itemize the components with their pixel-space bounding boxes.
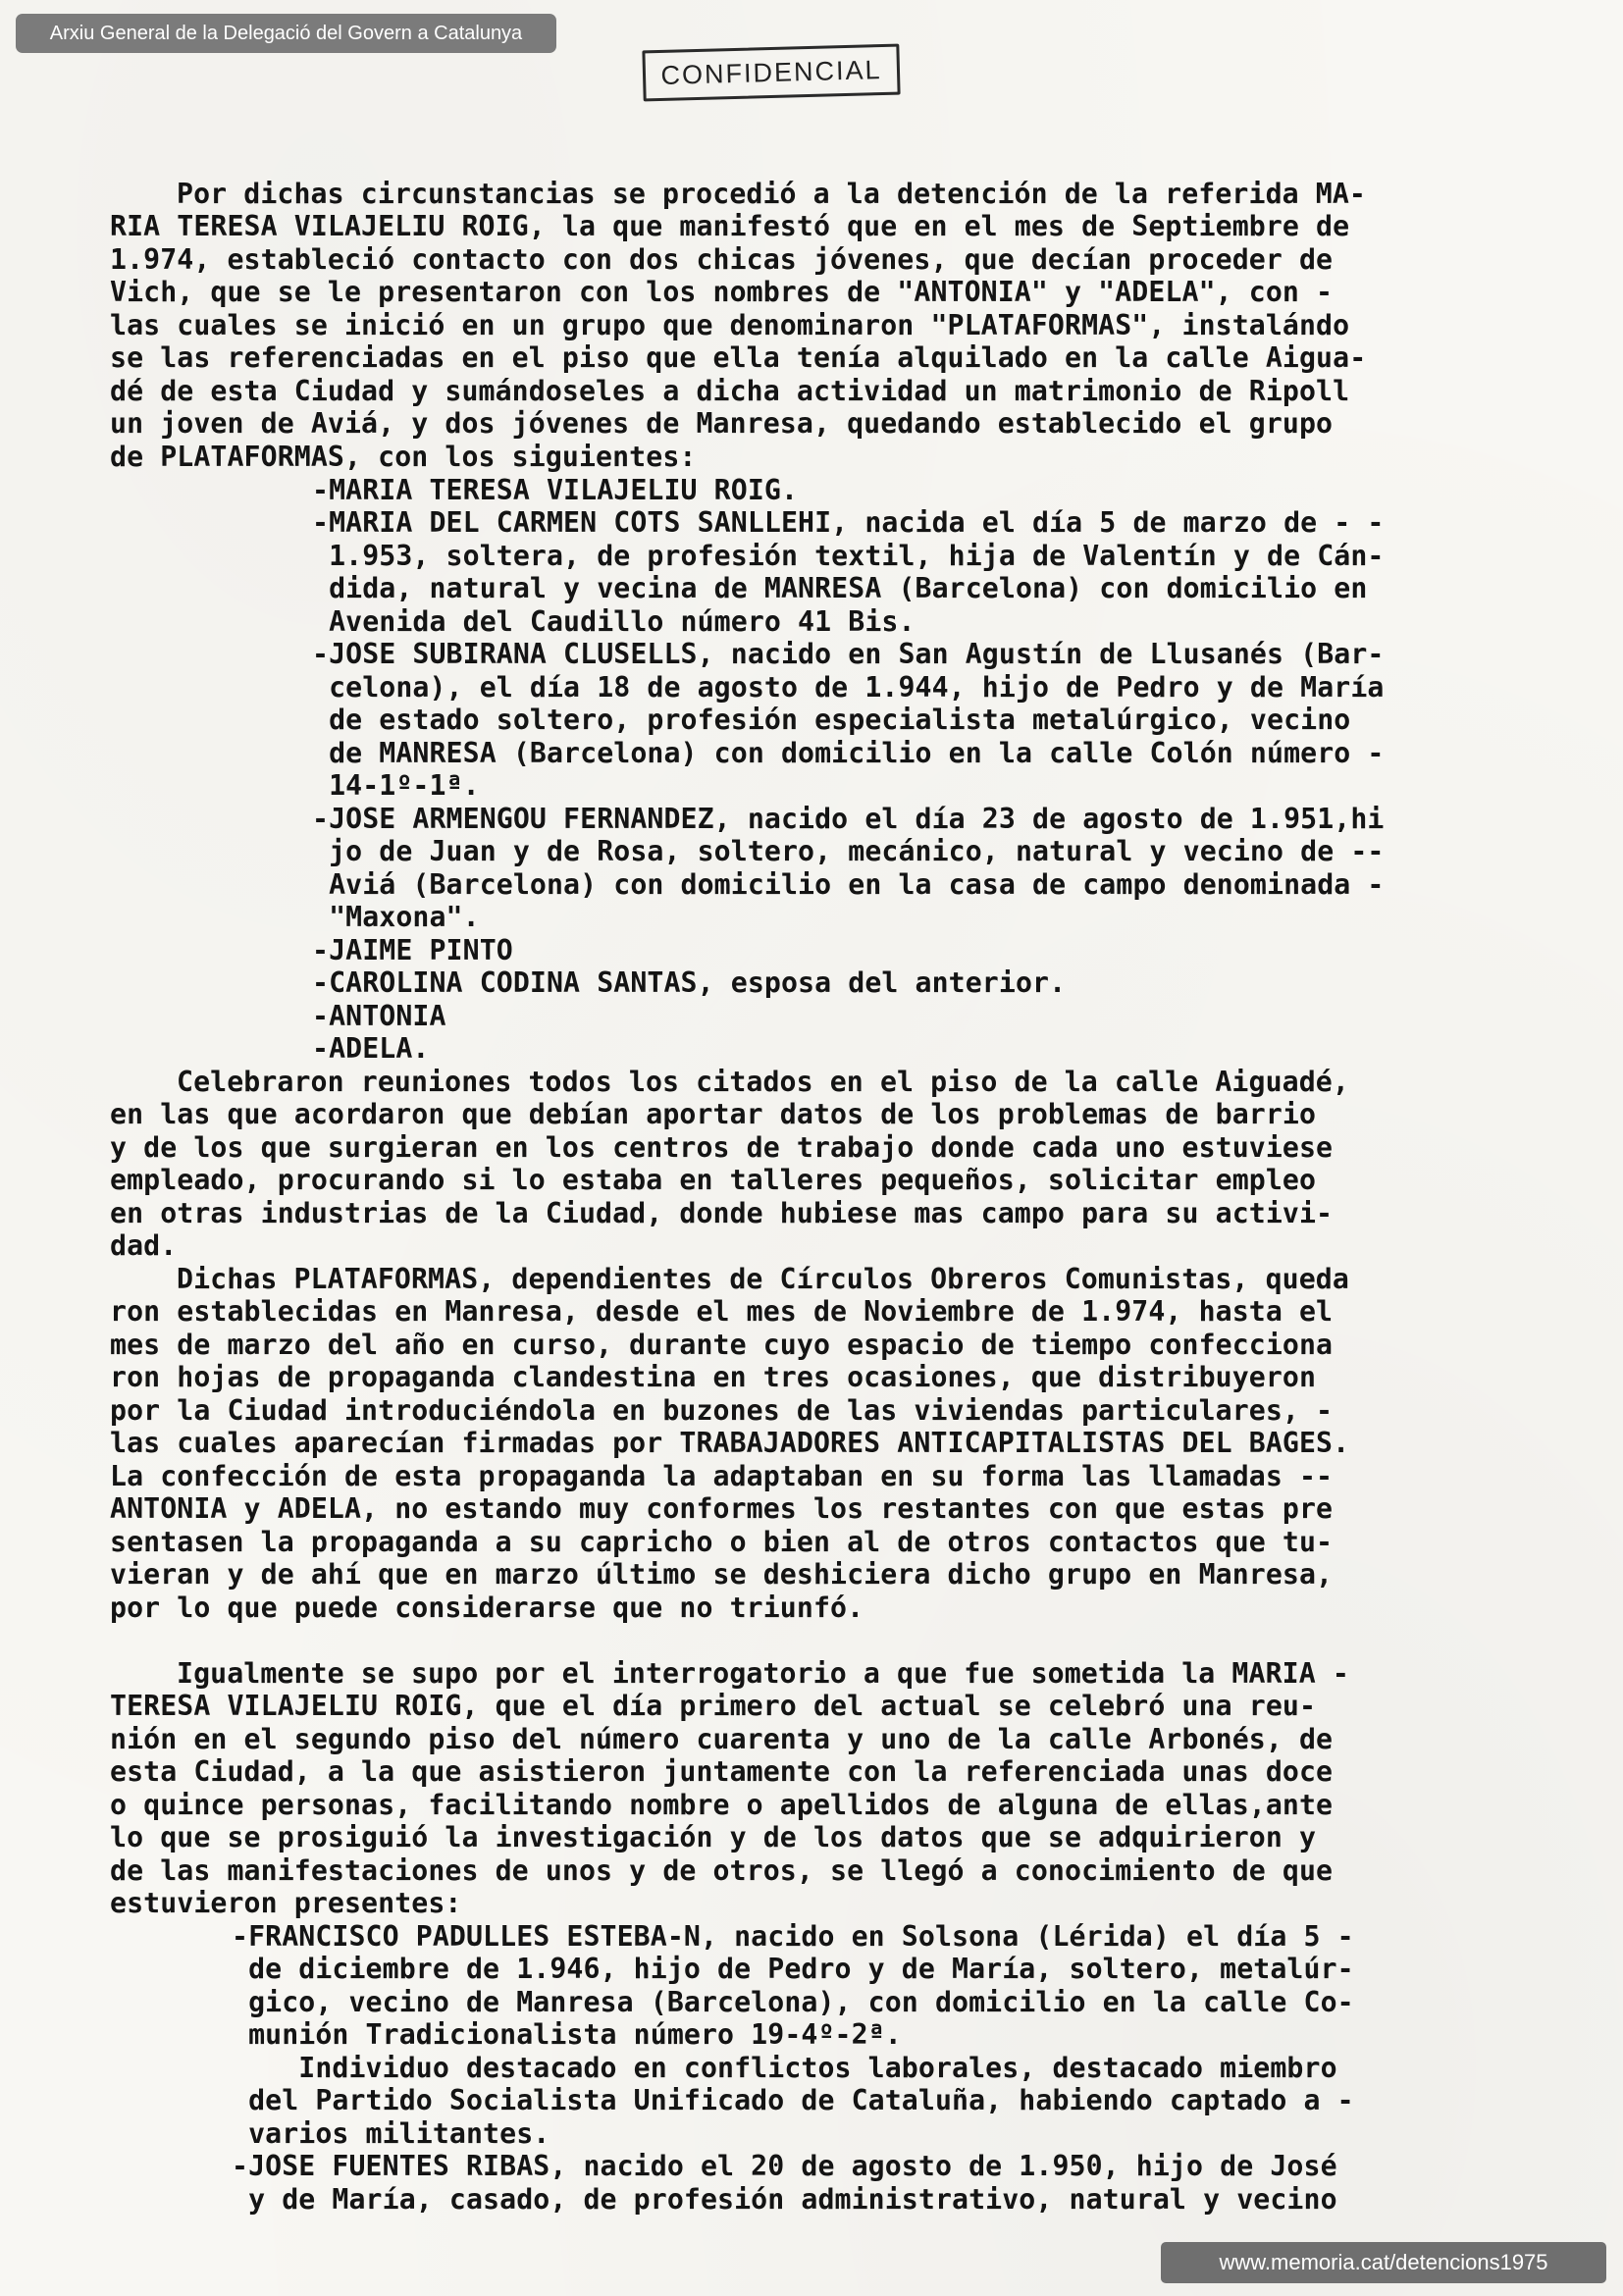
attendee-line: varios militantes. — [232, 2117, 550, 2150]
member-line: 1.953, soltera, de profesión textil, hija de Valentín y de Cán- — [312, 540, 1385, 572]
member-line: de MANRESA (Barcelona) con domicilio en la calle Colón número - — [312, 737, 1385, 769]
paragraph-2-line: en otras industrias de la Ciudad, donde hubiese mas campo para su activi- — [110, 1197, 1334, 1229]
paragraph-3-line: ANTONIA y ADELA, no estando muy conformes los restantes con que estas pre — [110, 1492, 1334, 1525]
attendee-line: del Partido Socialista Unificado de Cataluña, habiendo captado a - — [232, 2084, 1354, 2116]
paragraph-3-line: las cuales aparecían firmadas por TRABAJADORES ANTICAPITALISTAS DEL BAGES. — [110, 1427, 1350, 1459]
archive-source-badge: Arxiu General de la Delegació del Govern a Catalunya — [16, 14, 556, 53]
paragraph-4-line: Igualmente se supo por el interrogatorio a que fue sometida la MARIA - — [177, 1657, 1349, 1690]
member-line: -ANTONIA — [312, 1000, 446, 1032]
paragraph-3-line: mes de marzo del año en curso, durante cuyo espacio de tiempo confecciona — [110, 1329, 1334, 1361]
paragraph-1-line: se las referenciadas en el piso que ella tenía alquilado en la calle Aigua- — [110, 341, 1367, 374]
member-line: -JOSE SUBIRANA CLUSELLS, nacido en San Agustín de Llusanés (Bar- — [312, 638, 1385, 670]
attendee-line: gico, vecino de Manresa (Barcelona), con domicilio en la calle Co- — [232, 1986, 1354, 2018]
attendee-line: Individuo destacado en conflictos laborales, destacado miembro — [232, 2052, 1337, 2084]
member-line: Avenida del Caudillo número 41 Bis. — [312, 605, 916, 638]
paragraph-4-line: o quince personas, facilitando nombre o apellidos de alguna de ellas,ante — [110, 1789, 1334, 1821]
source-url-badge: www.memoria.cat/detencions1975 — [1161, 2242, 1606, 2283]
paragraph-4-line: esta Ciudad, a la que asistieron juntamente con la referenciada unas doce — [110, 1755, 1334, 1788]
member-line: -MARIA TERESA VILAJELIU ROIG. — [312, 474, 799, 506]
paragraph-2-line: empleado, procurando si lo estaba en talleres pequeños, solicitar empleo — [110, 1164, 1317, 1196]
paragraph-3-line: por lo que puede considerarse que no triunfó. — [110, 1592, 864, 1624]
paragraph-1-line: Por dichas circunstancias se procedió a la detención de la referida MA- — [177, 178, 1366, 210]
paragraph-3-line: vieran y de ahí que en marzo último se deshiciera dicho grupo en Manresa, — [110, 1558, 1334, 1591]
paragraph-3-line: ron establecidas en Manresa, desde el mes de Noviembre de 1.974, hasta el — [110, 1295, 1334, 1328]
member-line: -MARIA DEL CARMEN COTS SANLLEHI, nacida el día 5 de marzo de - - — [312, 506, 1385, 539]
paragraph-3-line: Dichas PLATAFORMAS, dependientes de Círculos Obreros Comunistas, queda — [177, 1263, 1349, 1295]
attendee-line: munión Tradicionalista número 19-4º-2ª. — [232, 2018, 902, 2051]
paragraph-4-line: estuvieron presentes: — [110, 1887, 462, 1919]
paragraph-1-line: RIA TERESA VILAJELIU ROIG, la que manifestó que en el mes de Septiembre de — [110, 210, 1350, 242]
paragraph-2-line: en las que acordaron que debían aportar datos de los problemas de barrio — [110, 1098, 1317, 1130]
member-line: -CAROLINA CODINA SANTAS, esposa del anterior. — [312, 966, 1067, 999]
paragraph-2-line: Celebraron reuniones todos los citados en el piso de la calle Aiguadé, — [177, 1066, 1349, 1098]
paragraph-4-line: de las manifestaciones de unos y de otros, se llegó a conocimiento de que — [110, 1854, 1334, 1887]
paragraph-3-line: La confección de esta propaganda la adaptaban en su forma las llamadas -- — [110, 1460, 1334, 1492]
member-line: Aviá (Barcelona) con domicilio en la casa de campo denominada - — [312, 868, 1385, 901]
paragraph-1-line: Vich, que se le presentaron con los nombres de "ANTONIA" y "ADELA", con - — [110, 276, 1334, 308]
paragraph-2-line: dad. — [110, 1229, 178, 1262]
paragraph-4-line: lo que se prosiguió la investigación y de los datos que se adquirieron y — [110, 1821, 1317, 1853]
member-line: celona), el día 18 de agosto de 1.944, hijo de Pedro y de María — [312, 671, 1385, 704]
attendee-line: -FRANCISCO PADULLES ESTEBA-N, nacido en Solsona (Lérida) el día 5 - — [232, 1920, 1354, 1953]
paragraph-3-line: por la Ciudad introduciéndola en buzones de las viviendas particulares, - — [110, 1394, 1334, 1427]
attendee-line: de diciembre de 1.946, hijo de Pedro y de María, soltero, metalúr- — [232, 1953, 1354, 1985]
member-line: dida, natural y vecina de MANRESA (Barcelona) con domicilio en — [312, 572, 1368, 604]
member-line: jo de Juan y de Rosa, soltero, mecánico, natural y vecino de -- — [312, 835, 1385, 867]
member-line: 14-1º-1ª. — [312, 769, 480, 802]
paragraph-4-line: nión en el segundo piso del número cuarenta y uno de la calle Arbonés, de — [110, 1723, 1334, 1755]
paragraph-1-line: un joven de Aviá, y dos jóvenes de Manresa, quedando establecido el grupo — [110, 407, 1334, 440]
paragraph-1-line: de PLATAFORMAS, con los siguientes: — [110, 441, 697, 473]
member-line: "Maxona". — [312, 901, 480, 933]
member-line: -ADELA. — [312, 1032, 430, 1065]
paragraph-1-line: 1.974, estableció contacto con dos chicas jóvenes, que decían proceder de — [110, 243, 1334, 276]
member-line: -JOSE ARMENGOU FERNANDEZ, nacido el día 23 de agosto de 1.951,hi — [312, 803, 1385, 835]
paragraph-1-line: dé de esta Ciudad y sumándoseles a dicha actividad un matrimonio de Ripoll — [110, 375, 1350, 407]
paragraph-2-line: y de los que surgieran en los centros de trabajo donde cada uno estuviese — [110, 1131, 1334, 1164]
member-line: -JAIME PINTO — [312, 934, 513, 966]
paragraph-3-line: sentasen la propaganda a su capricho o bien al de otros contactos que tu- — [110, 1526, 1334, 1558]
attendee-line: y de María, casado, de profesión administrativo, natural y vecino — [232, 2183, 1337, 2216]
confidential-stamp: CONFIDENCIAL — [642, 44, 900, 102]
paragraph-1-line: las cuales se inició en un grupo que denominaron "PLATAFORMAS", instalándo — [110, 309, 1350, 341]
attendee-line: -JOSE FUENTES RIBAS, nacido el 20 de agosto de 1.950, hijo de José — [232, 2150, 1337, 2182]
paragraph-4-line: TERESA VILAJELIU ROIG, que el día primero del actual se celebró una reu- — [110, 1690, 1317, 1722]
paragraph-3-line: ron hojas de propaganda clandestina en tres ocasiones, que distribuyeron — [110, 1361, 1317, 1393]
member-line: de estado soltero, profesión especialista metalúrgico, vecino — [312, 704, 1351, 736]
